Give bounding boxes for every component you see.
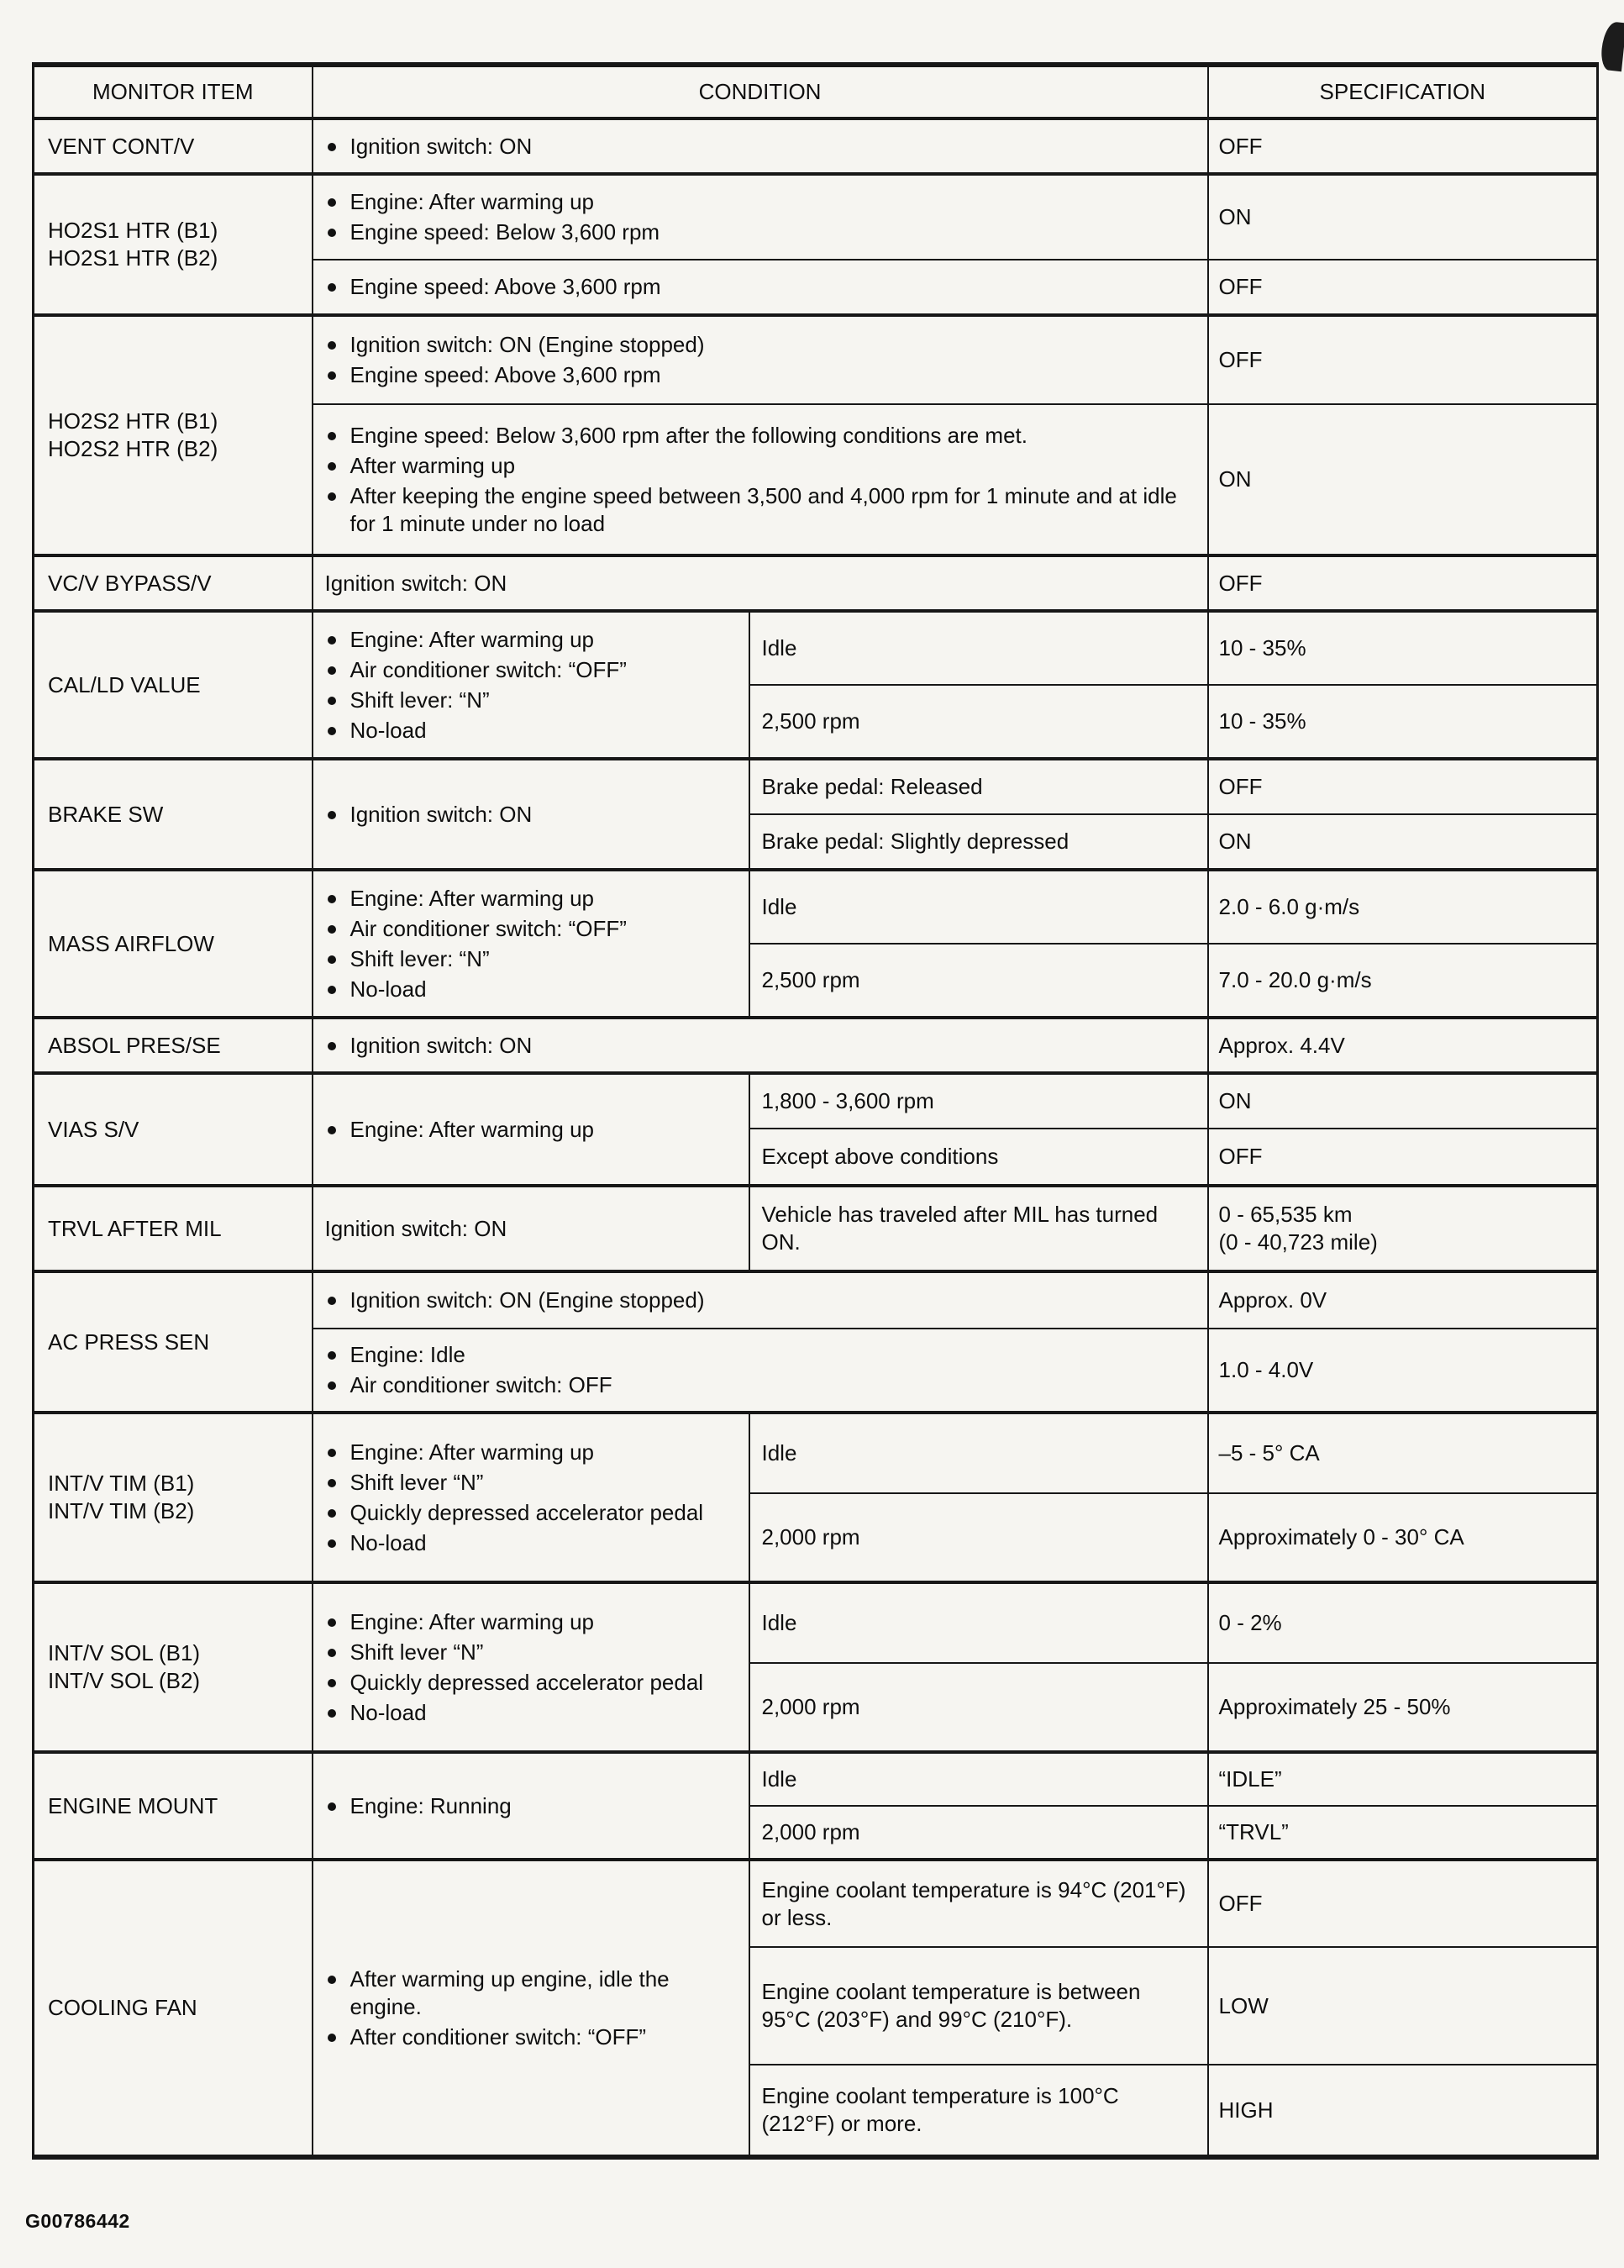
bullet-icon [325, 626, 350, 654]
table-row [34, 611, 1598, 685]
bullet-icon [325, 1792, 350, 1820]
bullet-icon [325, 885, 350, 913]
sub-condition-cell: Idle [749, 1752, 1208, 1806]
monitor-item-cell: BRAKE SW [34, 759, 313, 870]
table-row [34, 870, 1598, 944]
spec-cell: ON [1208, 1073, 1598, 1129]
monitor-item-line: INT/V TIM (B2) [48, 1498, 195, 1523]
condition-text: Engine: After warming up [350, 885, 594, 911]
sub-condition-cell: 2,000 rpm [749, 1663, 1208, 1752]
monitor-item-cell: MASS AIRFLOW [34, 870, 313, 1018]
condition-text: Ignition switch: ON [350, 1032, 533, 1058]
bullet-icon [325, 1699, 350, 1727]
bullet-icon [325, 482, 350, 510]
sub-condition-cell: 2,500 rpm [749, 685, 1208, 759]
condition-cell [313, 1329, 1208, 1413]
condition-text: Air conditioner switch: OFF [350, 1372, 612, 1397]
spec-cell: 0 - 2% [1208, 1582, 1598, 1663]
table-header-row [34, 65, 1598, 118]
document-code: G00786442 [25, 2210, 130, 2232]
bullet-icon [325, 1499, 350, 1527]
condition-text: No-load [350, 717, 427, 743]
monitor-item-cell: COOLING FAN [34, 1860, 313, 2157]
bullet-icon [325, 1371, 350, 1399]
condition-cell [313, 260, 1208, 315]
spec-cell: HIGH [1208, 2065, 1598, 2157]
condition-text: After keeping the engine speed between 3,500 and 4,000 rpm for 1 minute and at idle for 1 minute under no load [350, 482, 1177, 536]
header-specification: SPECIFICATION [1208, 65, 1598, 118]
bullet-icon [325, 422, 350, 450]
table-row [34, 1582, 1598, 1663]
monitor-item-cell [34, 1413, 313, 1582]
spec-cell: OFF [1208, 759, 1598, 814]
bullet-icon [325, 273, 350, 301]
condition-text: Engine: After warming up [350, 1439, 594, 1465]
condition-text: No-load [350, 1699, 427, 1725]
monitor-item-line: HO2S2 HTR (B1) [48, 408, 218, 434]
bullet-icon [325, 1341, 350, 1369]
spec-cell: OFF [1208, 1860, 1598, 1947]
monitor-item-cell: ABSOL PRES/SE [34, 1018, 313, 1073]
sub-condition-cell: Brake pedal: Released [749, 759, 1208, 814]
spec-cell: OFF [1208, 315, 1598, 404]
bullet-icon [325, 2023, 350, 2051]
spec-cell: ON [1208, 404, 1598, 555]
condition-cell [313, 870, 749, 1018]
header-condition: CONDITION [313, 65, 1208, 118]
monitor-item-cell: VC/V BYPASS/V [34, 555, 313, 611]
spec-cell: “IDLE” [1208, 1752, 1598, 1806]
spec-line: (0 - 40,723 mile) [1218, 1229, 1378, 1255]
bullet-icon [325, 1469, 350, 1497]
sub-condition-cell: Idle [749, 611, 1208, 685]
bullet-icon [325, 1608, 350, 1636]
condition-text: Engine speed: Above 3,600 rpm [350, 274, 661, 299]
table-row [34, 1018, 1598, 1073]
bullet-icon [325, 1529, 350, 1557]
spec-cell: 1.0 - 4.0V [1208, 1329, 1598, 1413]
condition-text: Engine: Running [350, 1792, 512, 1818]
condition-cell: Ignition switch: ON [313, 1186, 749, 1271]
condition-text: Engine: After warming up [350, 1608, 594, 1634]
monitor-item-cell: VIAS S/V [34, 1073, 313, 1186]
bullet-icon [325, 331, 350, 359]
spec-cell [1208, 1186, 1598, 1271]
sub-condition-cell: Idle [749, 870, 1208, 944]
bullet-icon [325, 656, 350, 684]
condition-text: Ignition switch: ON [350, 801, 533, 827]
monitor-item-line: HO2S2 HTR (B2) [48, 436, 218, 461]
monitor-item-line: HO2S1 HTR (B2) [48, 245, 218, 271]
condition-text: No-load [350, 1529, 427, 1555]
table-row [34, 1860, 1598, 1947]
monitor-item-cell [34, 174, 313, 315]
spec-cell: Approximately 0 - 30° CA [1208, 1493, 1598, 1582]
sub-condition-cell: Engine coolant temperature is 100°C (212°F) or more. [749, 2065, 1208, 2157]
table-row [34, 555, 1598, 611]
bullet-icon [325, 915, 350, 943]
condition-cell [313, 118, 1208, 174]
monitor-item-cell [34, 1582, 313, 1752]
spec-cell: ON [1208, 814, 1598, 870]
spec-line: 0 - 65,535 km [1218, 1202, 1353, 1227]
bullet-icon [325, 1639, 350, 1666]
monitor-item-cell: TRVL AFTER MIL [34, 1186, 313, 1271]
sub-condition-cell: Idle [749, 1413, 1208, 1493]
condition-text: Shift lever: “N” [350, 687, 490, 713]
bullet-icon [325, 188, 350, 216]
table-row [34, 1413, 1598, 1493]
condition-text: Shift lever “N” [350, 1469, 484, 1495]
sub-condition-cell: Engine coolant temperature is 94°C (201°F) or less. [749, 1860, 1208, 1947]
bullet-icon [325, 1032, 350, 1060]
scan-artifact [1600, 21, 1624, 71]
bullet-icon [325, 361, 350, 389]
monitor-item-line: INT/V SOL (B1) [48, 1640, 201, 1665]
monitor-item-cell: ENGINE MOUNT [34, 1752, 313, 1860]
monitor-item-cell: AC PRESS SEN [34, 1271, 313, 1413]
condition-text: Engine: After warming up [350, 189, 594, 214]
condition-text: Engine speed: Above 3,600 rpm [350, 362, 661, 387]
spec-cell: –5 - 5° CA [1208, 1413, 1598, 1493]
spec-cell: 7.0 - 20.0 g·m/s [1208, 944, 1598, 1018]
spec-cell: Approximately 25 - 50% [1208, 1663, 1598, 1752]
bullet-icon [325, 976, 350, 1003]
sub-condition-cell: Brake pedal: Slightly depressed [749, 814, 1208, 870]
monitor-item-cell: VENT CONT/V [34, 118, 313, 174]
sub-condition-cell: 2,000 rpm [749, 1806, 1208, 1860]
condition-cell [313, 1860, 749, 2157]
table-row [34, 174, 1598, 260]
spec-cell: OFF [1208, 555, 1598, 611]
bullet-icon [325, 1287, 350, 1314]
condition-text: Quickly depressed accelerator pedal [350, 1669, 704, 1695]
monitor-spec-table [32, 62, 1599, 2160]
condition-text: Quickly depressed accelerator pedal [350, 1499, 704, 1525]
monitor-item-cell: CAL/LD VALUE [34, 611, 313, 759]
condition-text: After warming up [350, 452, 516, 478]
condition-text: Air conditioner switch: “OFF” [350, 915, 627, 941]
condition-text: Engine: Idle [350, 1342, 465, 1367]
sub-condition-cell: Idle [749, 1582, 1208, 1663]
table-row [34, 1271, 1598, 1329]
bullet-icon [325, 945, 350, 973]
condition-cell [313, 174, 1208, 260]
spec-cell: Approx. 4.4V [1208, 1018, 1598, 1073]
condition-cell: Ignition switch: ON [313, 555, 1208, 611]
condition-text: Air conditioner switch: “OFF” [350, 656, 627, 682]
table-row [34, 1186, 1598, 1271]
table-row [34, 1073, 1598, 1129]
spec-cell: 10 - 35% [1208, 611, 1598, 685]
condition-cell [313, 759, 749, 870]
condition-text: Engine speed: Below 3,600 rpm after the following conditions are met. [350, 422, 1027, 448]
spec-cell: “TRVL” [1208, 1806, 1598, 1860]
condition-text: Engine: After warming up [350, 1116, 594, 1142]
condition-cell [313, 404, 1208, 555]
table-row [34, 118, 1598, 174]
condition-text: After warming up engine, idle the engine. [350, 1965, 670, 2019]
monitor-item-line: INT/V SOL (B2) [48, 1668, 201, 1693]
sub-condition-cell: 2,500 rpm [749, 944, 1208, 1018]
condition-text: Shift lever “N” [350, 1639, 484, 1665]
condition-text: Ignition switch: ON [350, 133, 533, 159]
condition-cell [313, 1752, 749, 1860]
bullet-icon [325, 801, 350, 829]
spec-cell: OFF [1208, 118, 1598, 174]
condition-text: No-load [350, 976, 427, 1002]
monitor-item-cell [34, 315, 313, 555]
monitor-item-line: HO2S1 HTR (B1) [48, 218, 218, 243]
sub-condition-cell: Engine coolant temperature is between 95°C (203°F) and 99°C (210°F). [749, 1947, 1208, 2065]
bullet-icon [325, 717, 350, 745]
sub-condition-cell: 1,800 - 3,600 rpm [749, 1073, 1208, 1129]
condition-cell [313, 315, 1208, 404]
condition-text: Engine: After warming up [350, 626, 594, 652]
bullet-icon [325, 1439, 350, 1466]
monitor-item-line: INT/V TIM (B1) [48, 1471, 195, 1496]
condition-text: Ignition switch: ON (Engine stopped) [350, 332, 705, 357]
bullet-icon [325, 1116, 350, 1144]
spec-cell: 10 - 35% [1208, 685, 1598, 759]
table-row [34, 759, 1598, 814]
bullet-icon [325, 133, 350, 160]
condition-text: Shift lever: “N” [350, 945, 490, 971]
bullet-icon [325, 1669, 350, 1697]
sub-condition-cell: Except above conditions [749, 1129, 1208, 1186]
condition-cell [313, 611, 749, 759]
table-row [34, 315, 1598, 404]
condition-cell [313, 1582, 749, 1752]
condition-text: Ignition switch: ON (Engine stopped) [350, 1287, 705, 1313]
spec-cell: 2.0 - 6.0 g·m/s [1208, 870, 1598, 944]
condition-cell [313, 1271, 1208, 1329]
bullet-icon [325, 1965, 350, 1993]
sub-condition-cell: Vehicle has traveled after MIL has turned ON. [749, 1186, 1208, 1271]
spec-cell: LOW [1208, 1947, 1598, 2065]
spec-cell: OFF [1208, 260, 1598, 315]
bullet-icon [325, 687, 350, 714]
bullet-icon [325, 452, 350, 480]
spec-cell: ON [1208, 174, 1598, 260]
spec-cell: Approx. 0V [1208, 1271, 1598, 1329]
condition-cell [313, 1018, 1208, 1073]
condition-cell [313, 1073, 749, 1186]
condition-text: After conditioner switch: “OFF” [350, 2023, 647, 2050]
table-row [34, 1752, 1598, 1806]
condition-cell [313, 1413, 749, 1582]
header-monitor-item: MONITOR ITEM [34, 65, 313, 118]
bullet-icon [325, 218, 350, 246]
condition-text: Engine speed: Below 3,600 rpm [350, 219, 660, 245]
spec-cell: OFF [1208, 1129, 1598, 1186]
sub-condition-cell: 2,000 rpm [749, 1493, 1208, 1582]
